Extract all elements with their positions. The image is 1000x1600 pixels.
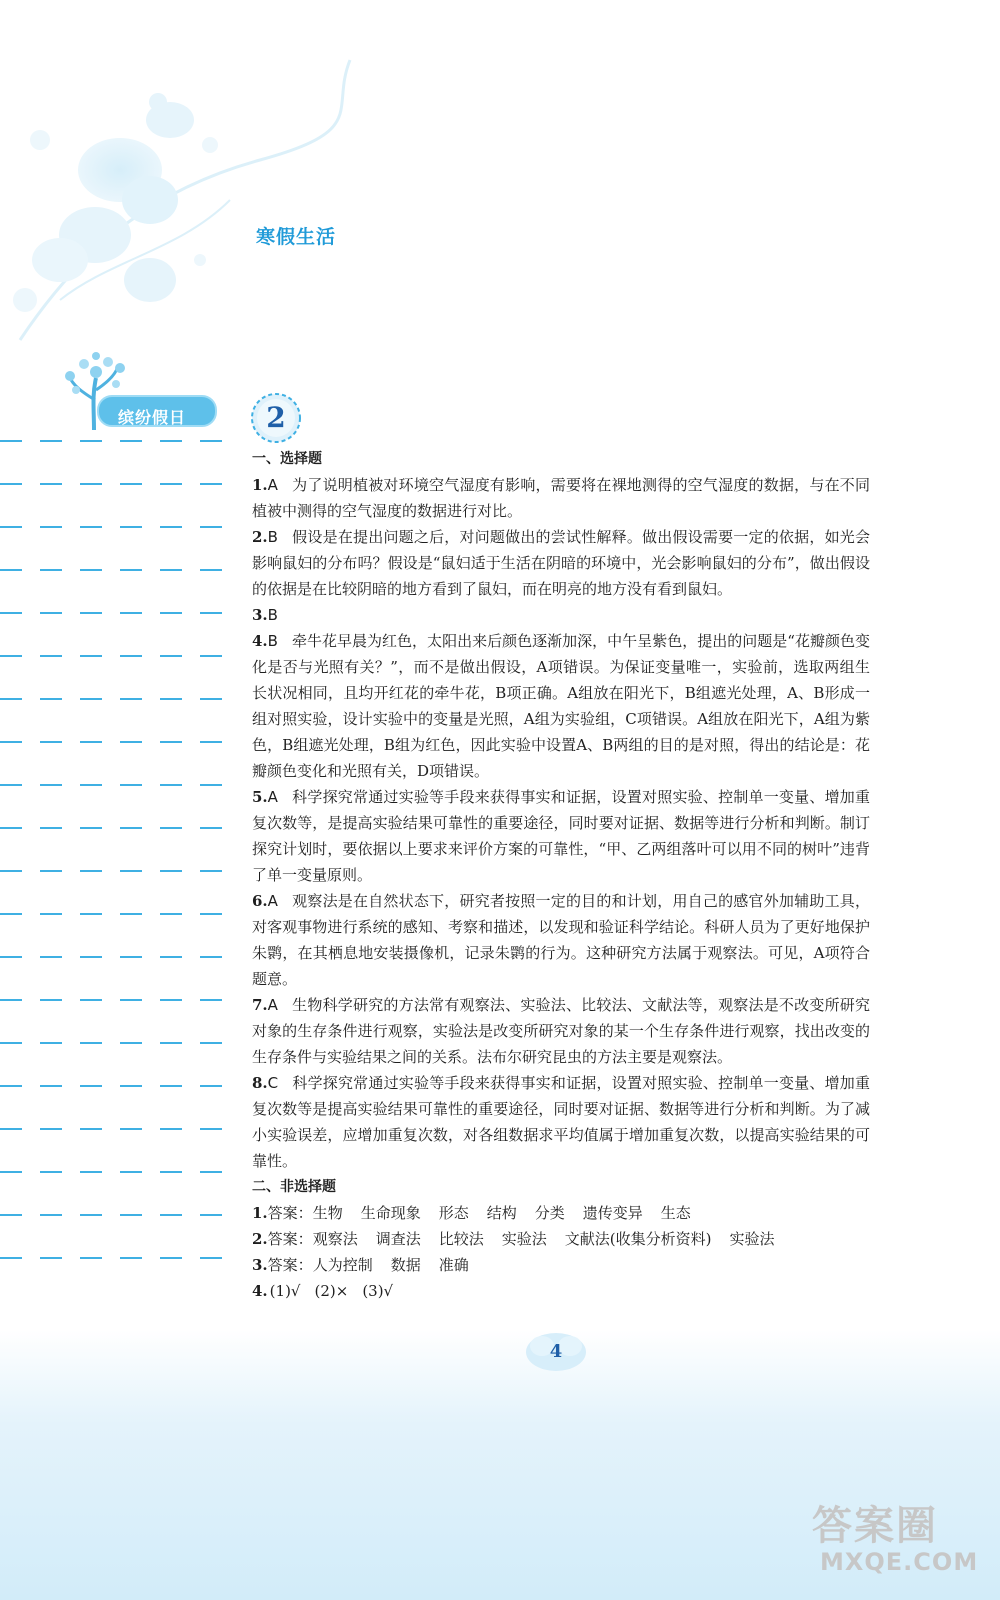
floral-decoration (0, 0, 1000, 360)
answer-content (252, 446, 870, 1304)
choice-item: 8.C 科学探究常通过实验等手段来获得事实和证据，设置对照实验、控制单一变量、增加重复次数等是提高实验结果可靠性的重要途径，同时要对证据、数据等进行分析和判断。为了减小实验误差，应增加重复次数，对各组数据求平均值属于增加重复次数，以提高实验结果的可靠性。 (252, 1074, 870, 1170)
nonchoice-answer-1: 1.答案：生物 生命现象 形态 结构 分类 遗传变异 生态 (252, 1204, 691, 1222)
choice-item: 4.B 牵牛花早晨为红色，太阳出来后颜色逐渐加深，中午呈紫色，提出的问题是“花瓣颜色变化是否与光照有关？”，而不是做出假设，A项错误。为保证变量唯一，实验前，选取两组生长状况相同，且均开红花的牵牛花，B项正确。A组放在阳光下，B组遮光处理，A、B形成一组对照实验，设计实验中的变量是光照，A组为实验组，C项错误。A组放在阳光下，A组为紫色，B组遮光处理，B组为红色，因此实验中设置A、B两组的目的是对照，得出的结论是：花瓣颜色变化和光照有关，D项错误。 (252, 632, 870, 780)
nonchoice-answer-2: 2.答案：观察法 调查法 比较法 实验法 文献法(收集分析资料) 实验法 (252, 1230, 775, 1248)
choice-item: 1.A 为了说明植被对环境空气湿度有影响，需要将在裸地测得的空气湿度的数据，与在不同植被中测得的空气湿度的数据进行对比。 (252, 476, 870, 520)
choice-item: 2.B 假设是在提出问题之后，对问题做出的尝试性解释。做出假设需要一定的依据，如光会影响鼠妇的分布吗？假设是“鼠妇适于生活在阴暗的环境中，光会影响鼠妇的分布”，做出假设的依据是在比较阴暗的地方看到了鼠妇，而在明亮的地方没有看到鼠妇。 (252, 528, 870, 598)
nonchoice-answer-3: 3.答案：人为控制 数据 准确 (252, 1256, 469, 1274)
banner-label: 缤纷假日 (118, 408, 187, 427)
section-heading-nonchoice: 二、非选择题 (252, 1179, 336, 1195)
section-heading-choice: 一、选择题 (252, 451, 322, 467)
header-title: 寒假生活 (256, 226, 337, 248)
watermark-logo-en: MXQE.COM (820, 1548, 979, 1576)
lesson-number: 2 (266, 401, 286, 434)
nonchoice-answer-4: 4. (1)√ (2)× (3)√ (252, 1282, 394, 1300)
note-guide-lines (0, 440, 225, 1290)
watermark-logo-cn: 答案圈 (812, 1503, 938, 1549)
choice-item: 3.B (252, 606, 278, 624)
choice-item: 6.A 观察法是在自然状态下，研究者按照一定的目的和计划，用自己的感官外加辅助工具，对客观事物进行系统的感知、考察和描述，以发现和验证科学结论。科研人员为了更好地保护朱鹮，在其栖息地安装摄像机，记录朱鹮的行为。这种研究方法属于观察法。可见，A项符合题意。 (252, 892, 870, 988)
choice-item: 5.A 科学探究常通过实验等手段来获得事实和证据，设置对照实验、控制单一变量、增加重复次数等，是提高实验结果可靠性的重要途径，同时要对证据、数据等进行分析和判断。制订探究计划时，要依据以上要求来评价方案的可靠性，“甲、乙两组落叶可以用不同的树叶”违背了单一变量原则。 (252, 788, 870, 884)
page-number: 4 (549, 1341, 563, 1362)
choice-item: 7.A 生物科学研究的方法常有观察法、实验法、比较法、文献法等，观察法是不改变所研究对象的生存条件进行观察，实验法是改变所研究对象的某一个生存条件进行观察，找出改变的生存条件与实验结果之间的关系。法布尔研究昆虫的方法主要是观察法。 (252, 996, 870, 1066)
